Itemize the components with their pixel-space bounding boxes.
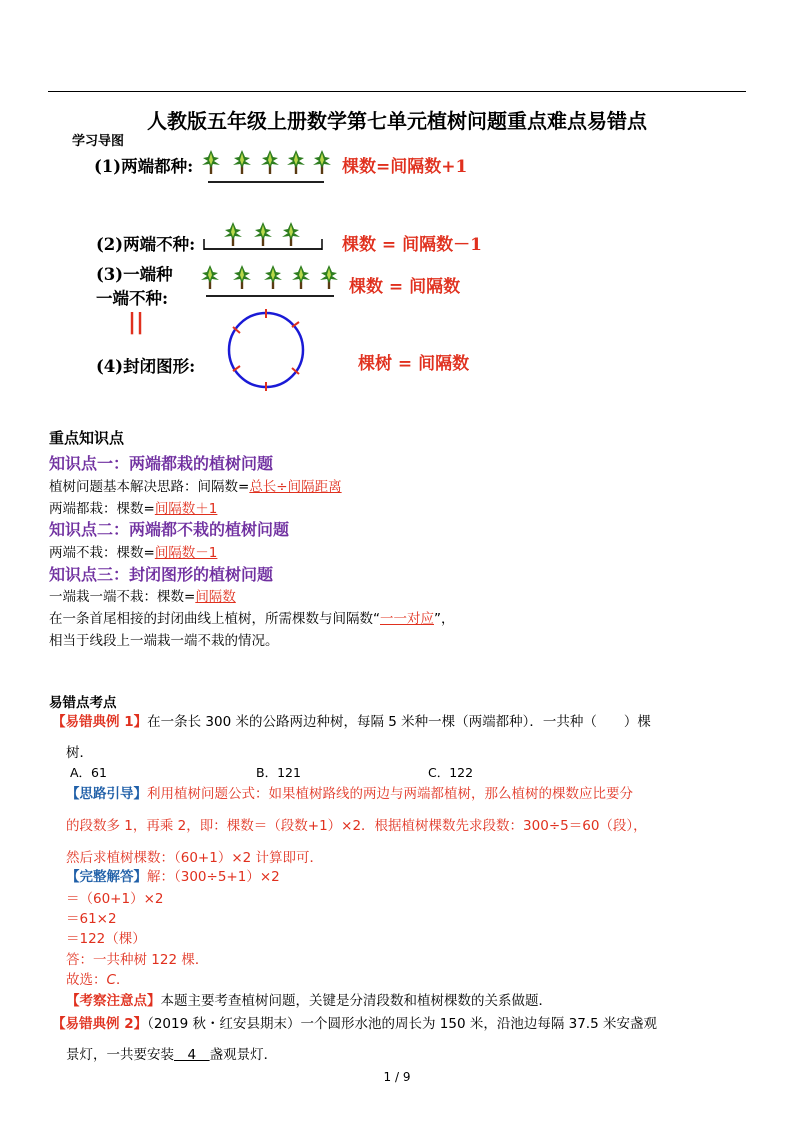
knowledge-heading: 重点知识点 [49, 429, 125, 447]
tree-icon [224, 222, 242, 246]
ex2-answer-blank: 4 [174, 1047, 210, 1063]
tree-icon [264, 265, 282, 289]
ex1-question-line1: 【易错典例 1】在一条长 300 米的公路两边种树，每隔 5 米种一棵（两端都种）．一共种（ ）棵 [52, 714, 651, 730]
tree-icon [287, 150, 305, 174]
case3-label-1: (3)一端种 [96, 265, 173, 284]
page-number: 1 / 9 [383, 1070, 411, 1084]
case4-formula: 棵树 = 间隔数 [358, 354, 470, 374]
ex2-question-line2: 景灯，一共要安装 4 盏观景灯． [66, 1047, 278, 1063]
equals-mark: || [128, 310, 145, 335]
case3-formula: 棵数 = 间隔数 [349, 277, 461, 297]
answer-line3: ＝61×2 [66, 911, 117, 927]
k3-line2: 在一条首尾相接的封闭曲线上植树，所需棵数与间隔数“一一对应”， [49, 611, 455, 627]
option-b: B．121 [256, 765, 301, 780]
guide-line3: 然后求植树棵数：（60+1）×2 计算即可． [66, 850, 324, 866]
k1-line2: 两端都栽：棵数=间隔数＋1 [49, 501, 218, 517]
closed-circle-diagram [224, 307, 310, 393]
tree-icon [233, 265, 251, 289]
header-rule [48, 91, 746, 92]
case3-label-2: 一端不种: [96, 289, 169, 308]
map-heading: 学习导图 [72, 134, 125, 149]
guide-line2: 的段数多 1，再乘 2，即：棵数＝（段数+1）×2．根据植树棵数先求段数：300÷5＝60（段）， [66, 818, 647, 834]
tree-icon [313, 150, 331, 174]
case2-formula: 棵数 = 间隔数－1 [342, 235, 482, 255]
k3-title: 知识点三：封闭图形的植树问题 [49, 565, 274, 584]
ex1-question-line2: 树． [66, 745, 93, 761]
k2-line1: 两端不栽：棵数=间隔数－1 [49, 545, 218, 561]
case4-label: (4)封闭图形: [96, 357, 196, 376]
option-a: A．61 [70, 765, 107, 780]
k1-line1: 植树问题基本解决思路：间隔数=总长÷间隔距离 [49, 479, 342, 495]
answer-line4: ＝122（棵） [66, 931, 146, 947]
errors-heading: 易错点考点 [49, 695, 117, 711]
case1-diagram [198, 148, 333, 188]
guide-line1: 【思路引导】利用植树问题公式：如果植树路线的两边与两端都植树，那么植树的棵数应比要分 [66, 786, 633, 802]
case1-label: (1)两端都种: [94, 157, 194, 176]
answer-line6: 故选：C． [66, 972, 130, 988]
case3-diagram [198, 263, 338, 301]
answer-line2: ＝（60+1）×2 [66, 891, 164, 907]
tree-icon [292, 265, 310, 289]
ex2-question-line1: 【易错典例 2】（2019 秋・红安县期末）一个圆形水池的周长为 150 米，沿池边每隔 37.5 米安盏观 [52, 1016, 657, 1032]
answer-line5: 答：一共种树 122 棵． [66, 952, 209, 968]
tree-icon [202, 150, 220, 174]
tree-icon [320, 265, 338, 289]
k3-line1: 一端栽一端不栽：棵数=间隔数 [49, 589, 236, 605]
tree-icon [201, 265, 219, 289]
page-title: 人教版五年级上册数学第七单元植树问题重点难点易错点 [147, 109, 647, 133]
case1-formula: 棵数=间隔数+1 [342, 157, 468, 177]
tree-icon [282, 222, 300, 246]
tree-icon [233, 150, 251, 174]
case2-diagram [200, 222, 328, 254]
answer-line1: 【完整解答】解：（300÷5+1）×2 [66, 869, 280, 885]
note-line: 【考察注意点】本题主要考查植树问题，关键是分清段数和植树棵数的关系做题． [66, 993, 552, 1009]
k1-title: 知识点一：两端都栽的植树问题 [49, 454, 274, 473]
tree-icon [261, 150, 279, 174]
case2-label: (2)两端不种: [96, 235, 196, 254]
k3-line3: 相当于线段上一端栽一端不栽的情况。 [49, 633, 279, 649]
option-c: C．122 [428, 765, 474, 780]
tree-icon [254, 222, 272, 246]
k2-title: 知识点二：两端都不栽的植树问题 [49, 520, 290, 539]
